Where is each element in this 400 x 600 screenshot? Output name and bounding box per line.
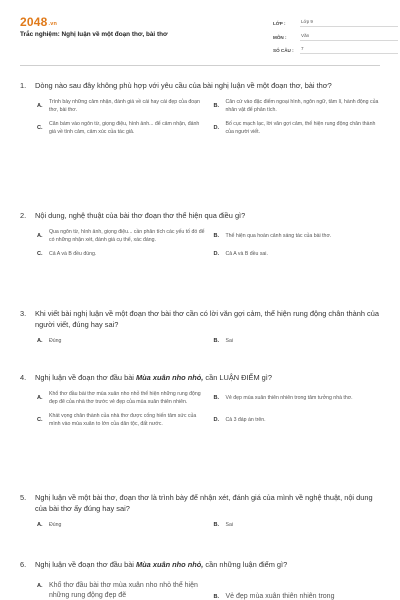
question-number: 2. xyxy=(20,211,27,220)
option-d[interactable]: D. Cả A và B đều sai. xyxy=(213,251,268,257)
question-text: Nội dung, nghệ thuật của bài thơ đoạn thơ thể hiện qua điều gì? xyxy=(35,211,246,220)
question-number: 1. xyxy=(20,81,27,90)
count-label: SỐ CÂU : xyxy=(273,48,294,53)
option-a[interactable]: A. Khổ thơ đầu bài thơ mùa xuân nho nhỏ thể hiện những rung động đẹp đẽ của nhà thơ trước vẻ đẹp của mùa xuân thiên nhiên. xyxy=(37,391,201,405)
question-number: 5. xyxy=(20,493,27,502)
option-c[interactable]: C. Khát vọng chân thành của nhà thơ được cống hiến tâm sức của mình vào mùa xuân to lớn của dân tộc, đất nước. xyxy=(37,413,197,427)
test-meta xyxy=(273,15,398,56)
class-label: LỚP : xyxy=(273,21,286,26)
site-logo[interactable] xyxy=(20,15,57,29)
question-2 xyxy=(20,210,382,258)
question-number: 6. xyxy=(20,560,27,569)
option-c[interactable]: C. Căn bám vào ngôn từ, giọng điệu, hình ảnh... để cảm nhận, đánh giá về tình cảm, cảm xúc của tác giả. xyxy=(37,121,200,135)
options xyxy=(20,581,382,600)
logo-text: 2048 xyxy=(20,15,48,29)
logo-suffix: .vn xyxy=(48,21,58,27)
option-a[interactable]: A. Trình bày những cảm nhận, đánh giá về cái hay cái đẹp của đoạn thơ, bài thơ. xyxy=(37,99,200,113)
option-a[interactable]: A. Khổ thơ đầu bài thơ mùa xuân nho nhỏ thể hiện những rung động đẹp đẽ xyxy=(37,582,198,599)
count-value: 7 xyxy=(300,45,398,54)
option-b[interactable]: B. Vẻ đẹp mùa xuân thiên nhiên trong tâm tưởng nhà thơ. xyxy=(213,395,353,401)
option-b[interactable]: B. Căn cứ vào đặc điểm ngoại hình, ngôn ngữ, tâm lí, hành động của nhân vật để phân tích. xyxy=(213,99,379,113)
options xyxy=(20,228,382,258)
class-value: Lớp 9 xyxy=(300,18,398,27)
meta-row-count xyxy=(273,42,398,54)
options xyxy=(20,521,382,529)
option-b[interactable]: B. Vẻ đẹp mùa xuân thiên nhiên trong xyxy=(213,593,335,600)
worksheet-header xyxy=(20,0,380,66)
subject-value: Văn xyxy=(300,32,398,41)
question-text: Khi viết bài nghị luận về một đoạn thơ bài thơ cần có lời văn gợi cảm, thể hiện rung động chân thành của người viết, đúng hay sai? xyxy=(35,309,379,329)
option-b[interactable]: B. Sai xyxy=(213,338,233,344)
question-text: Dòng nào sau đây không phù hợp với yêu cầu của bài nghị luận về một đoạn thơ, bài thơ? xyxy=(35,81,332,90)
option-a[interactable]: A. Đúng xyxy=(37,338,62,344)
question-4 xyxy=(20,372,382,428)
options xyxy=(20,337,382,345)
option-c[interactable]: C. Cả A và B đều đúng. xyxy=(37,251,97,257)
question-text: Nghị luận về đoạn thơ đầu bài Mùa xuân nho nhỏ, cần những luận điểm gì? xyxy=(35,560,288,569)
question-text: Nghị luận về một bài thơ, đoạn thơ là trình bày để nhận xét, đánh giá của mình về nghệ thuật, nội dung của bài thơ ấy đúng hay sai? xyxy=(35,493,373,513)
option-d[interactable]: D. Bố cục mạch lạc, lời văn gợi cảm, thể hiện rung động chân thành của người viết. xyxy=(213,121,376,135)
option-b[interactable]: B. Thể hiện qua hoàn cảnh sáng tác của bài thơ. xyxy=(213,233,332,239)
option-a[interactable]: A. Đúng xyxy=(37,522,62,528)
question-3 xyxy=(20,308,382,345)
question-number: 3. xyxy=(20,309,27,318)
subject-label: MÔN : xyxy=(273,34,287,40)
option-b[interactable]: B. Sai xyxy=(213,522,233,528)
question-5 xyxy=(20,492,382,529)
poem-title: Mùa xuân nho nhỏ, xyxy=(136,560,204,569)
option-a[interactable]: A. Qua ngôn từ, hình ảnh, giọng điệu... cần phân tích các yếu tố đó để có những nhận xét, đánh giá cụ thể, xác đáng. xyxy=(37,229,205,243)
poem-title: Mùa xuân nho nhỏ, xyxy=(136,373,204,382)
option-d[interactable]: D. Cả 3 đáp án trên. xyxy=(213,417,266,423)
question-text: Nghị luận về đoạn thơ đầu bài Mùa xuân nho nhỏ, cần LUẬN ĐIỂM gì? xyxy=(35,373,272,382)
question-1 xyxy=(20,80,382,136)
options xyxy=(20,390,382,428)
meta-row-subject xyxy=(273,29,398,41)
options xyxy=(20,98,382,136)
test-title: Trắc nghiệm: Nghị luận về một đoạn thơ, bài thơ xyxy=(20,31,168,38)
meta-row-class xyxy=(273,15,398,27)
question-number: 4. xyxy=(20,373,27,382)
question-6 xyxy=(20,559,382,600)
